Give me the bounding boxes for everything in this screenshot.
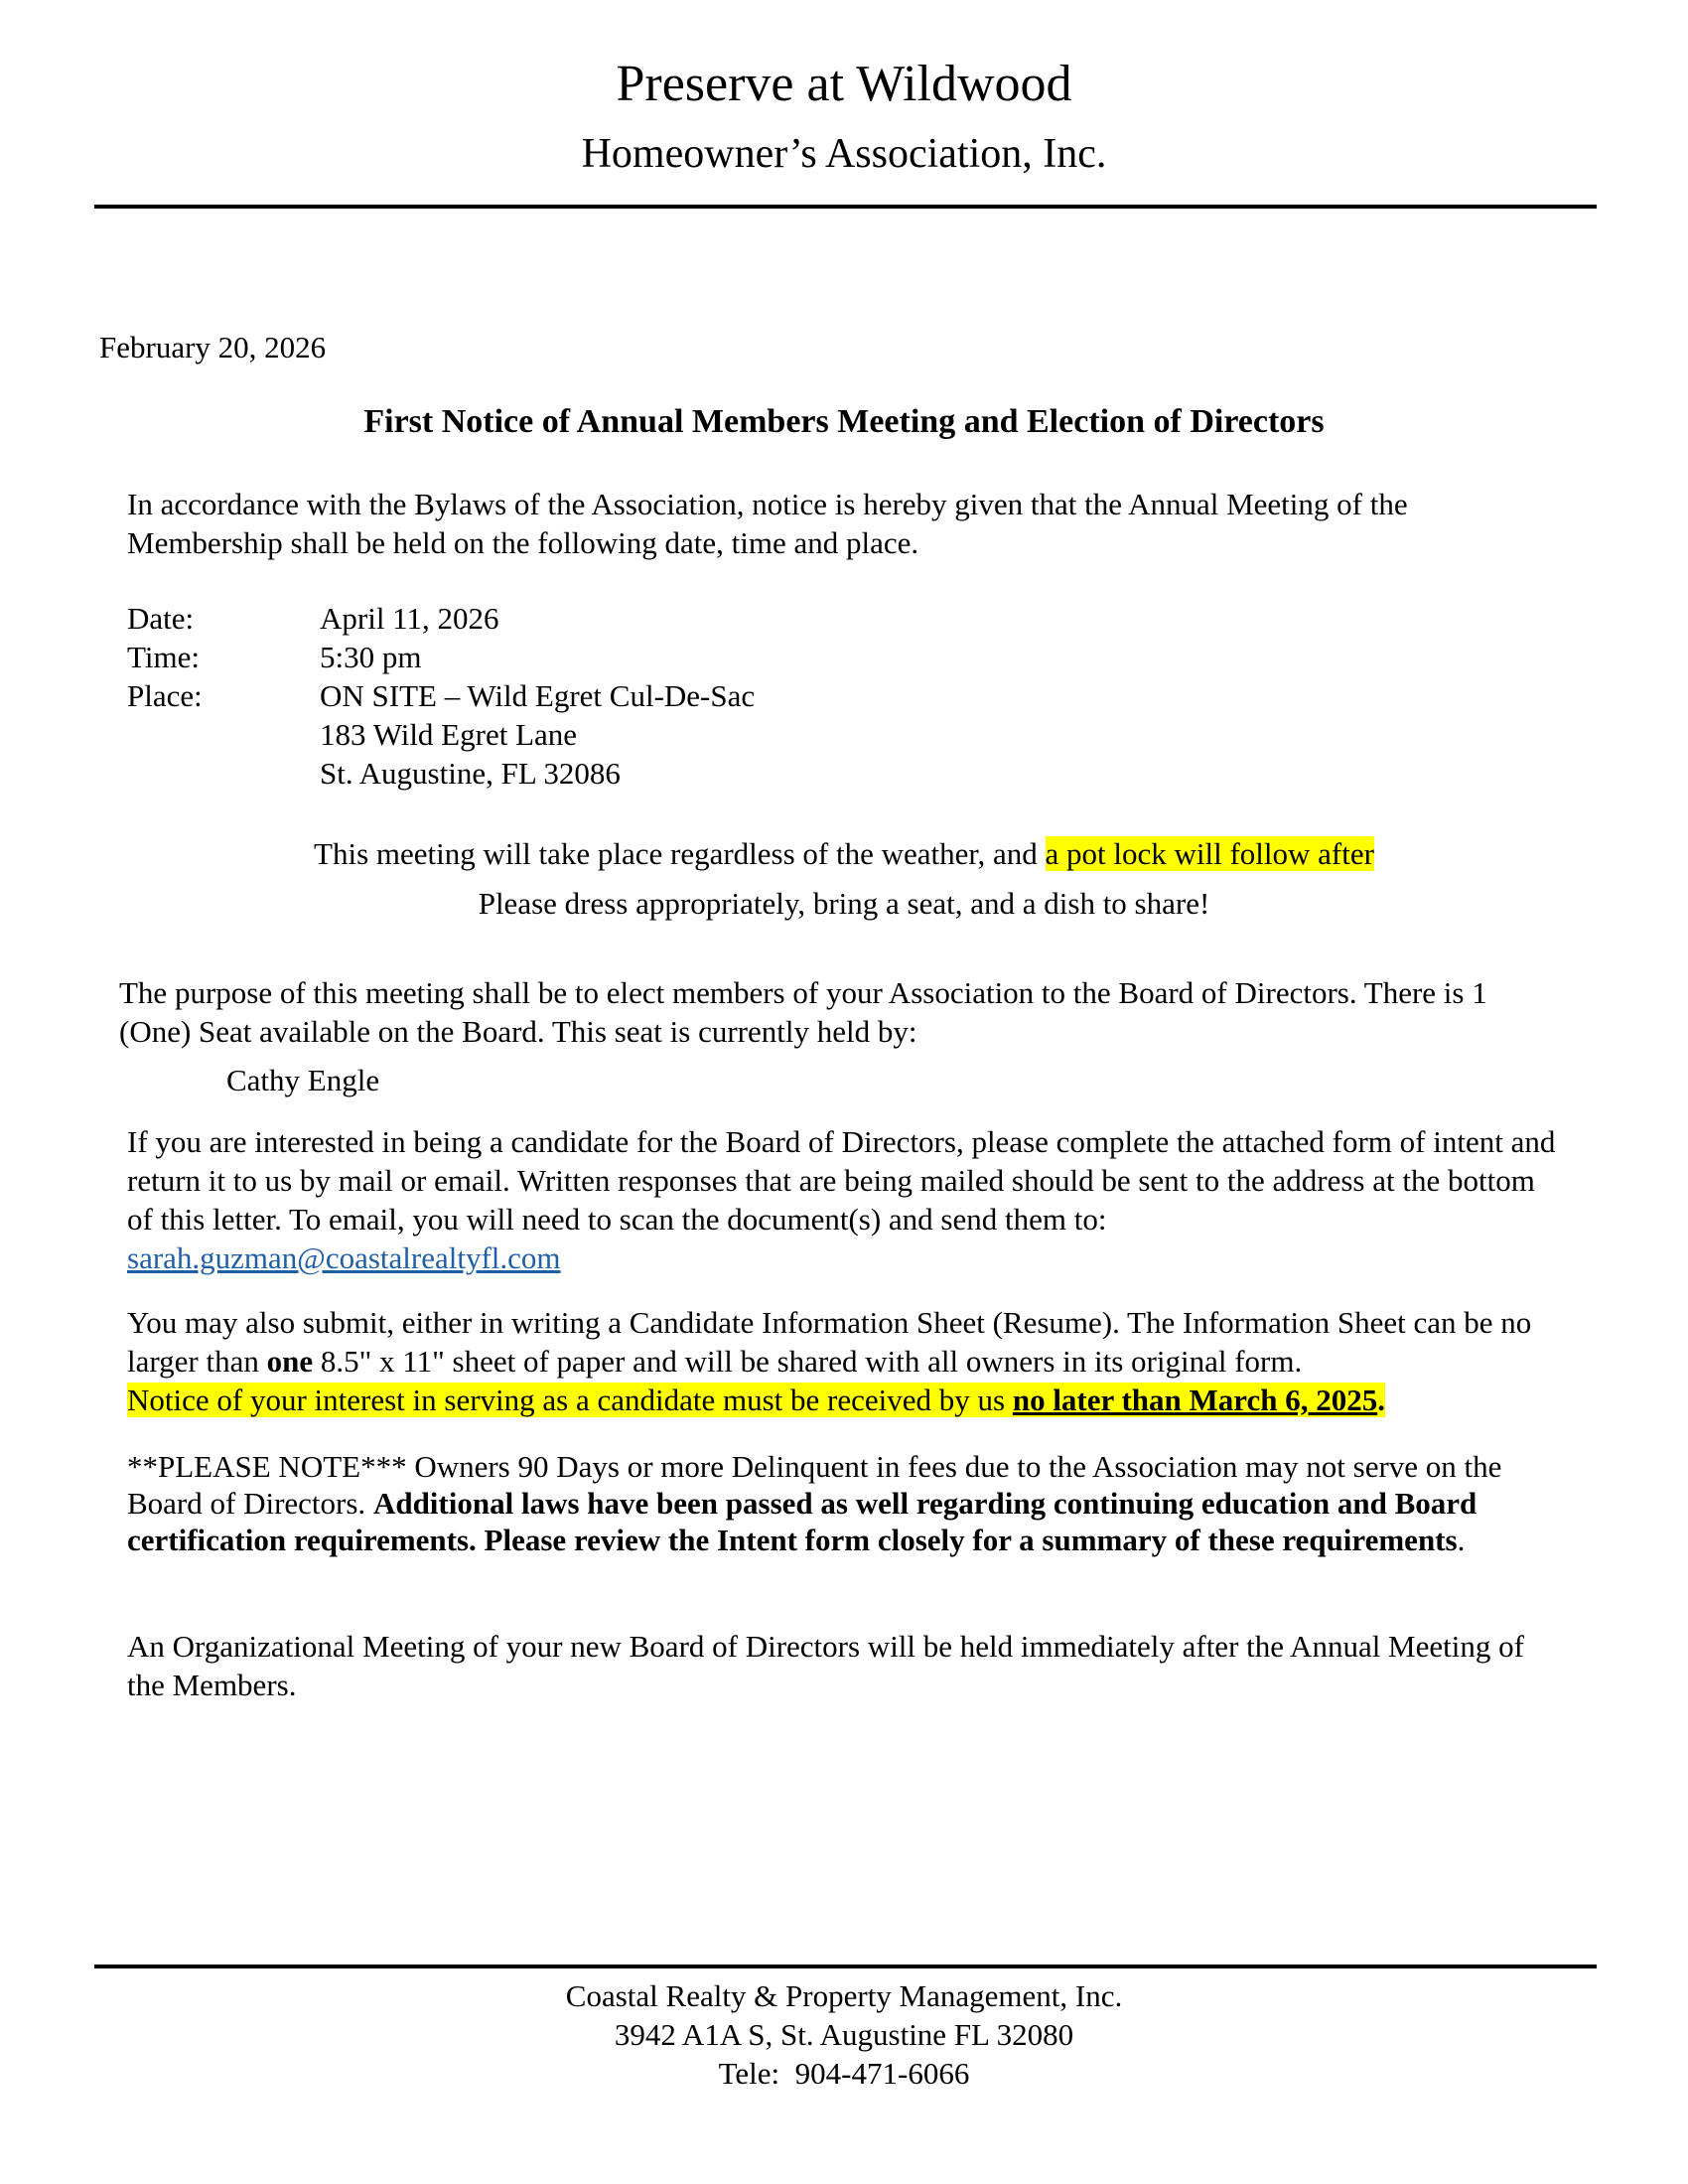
footer-address: 3942 A1A S, St. Augustine FL 32080: [614, 2017, 1074, 2052]
dress-line: Please dress appropriately, bring a seat, and a dish to share!: [478, 886, 1210, 921]
seat-holder-name: Cathy Engle: [226, 1063, 380, 1097]
deadline-date: no later than March 6, 2025: [1012, 1383, 1378, 1417]
footer-rule: [94, 1965, 1597, 1968]
email-link[interactable]: sarah.guzman@coastalrealtyfl.com: [127, 1240, 561, 1275]
note-period: .: [1457, 1523, 1466, 1557]
meeting-time-value: 5:30 pm: [320, 640, 422, 674]
potluck-highlight: a pot lock will follow after: [1045, 836, 1374, 871]
deadline-highlight: [127, 1383, 1385, 1417]
meeting-place-line3: St. Augustine, FL 32086: [320, 756, 621, 791]
resume-one-bold: one: [266, 1344, 314, 1379]
association-subtitle: Homeowner’s Association, Inc.: [581, 131, 1107, 177]
weather-text: This meeting will take place regardless of the weather, and: [314, 836, 1046, 871]
note-bold-text: Additional laws have been passed as well regarding continuing education and Board certification requirements. Please review the Intent form closely for a summary of these requirements: [127, 1486, 1477, 1557]
organizational-meeting-paragraph: An Organizational Meeting of your new Board of Directors will be held immediately after the Annual Meeting of the Members.: [127, 1629, 1524, 1702]
note-paragraph: [127, 1448, 1557, 1558]
resume-text-1: You may also submit, either in writing a Candidate Information Sheet (Resume). The Information Sheet can be no larger than: [127, 1305, 1532, 1379]
meeting-place-line2: 183 Wild Egret Lane: [320, 717, 578, 752]
meeting-place-label: Place:: [127, 678, 203, 713]
footer-company: Coastal Realty & Property Management, Inc.: [565, 1978, 1123, 2013]
deadline-text: Notice of your interest in serving as a candidate must be received by us: [127, 1383, 1013, 1417]
letter-heading: First Notice of Annual Members Meeting and Election of Directors: [363, 403, 1325, 440]
resume-paragraph: [127, 1303, 1557, 1419]
resume-text-2: 8.5" x 11" sheet of paper and will be shared with all owners in its original form.: [313, 1344, 1303, 1379]
candidate-text: If you are interested in being a candidate for the Board of Directors, please complete the attached form of intent and return it to us by mail or email. Written responses that are being mailed should be sent to the address at the bottom of this letter. To email, you will need to scan the document(s) and send them to:: [127, 1124, 1556, 1237]
association-title: Preserve at Wildwood: [616, 56, 1072, 112]
deadline-period: .: [1377, 1383, 1385, 1417]
meeting-date-label: Date:: [127, 601, 195, 636]
meeting-time-label: Time:: [127, 640, 200, 674]
header-rule: [94, 205, 1597, 209]
note-text: **PLEASE NOTE*** Owners 90 Days or more Delinquent in fees due to the Association may not serve on the Board of Directors.: [127, 1449, 1502, 1521]
letter-date: February 20, 2026: [99, 330, 327, 364]
meeting-place-line1: ON SITE – Wild Egret Cul-De-Sac: [320, 678, 756, 713]
weather-line: [0, 834, 1688, 873]
footer-phone: Tele: 904-471-6066: [718, 2056, 970, 2091]
candidate-paragraph: [127, 1122, 1557, 1277]
intro-paragraph: In accordance with the Bylaws of the Association, notice is hereby given that the Annual Meeting of the Membership shall be held on the following date, time and place.: [127, 487, 1408, 560]
purpose-paragraph: The purpose of this meeting shall be to elect members of your Association to the Board of Directors. There is 1 (One) Seat available on the Board. This seat is currently held by:: [119, 975, 1487, 1049]
meeting-date-value: April 11, 2026: [320, 601, 499, 636]
